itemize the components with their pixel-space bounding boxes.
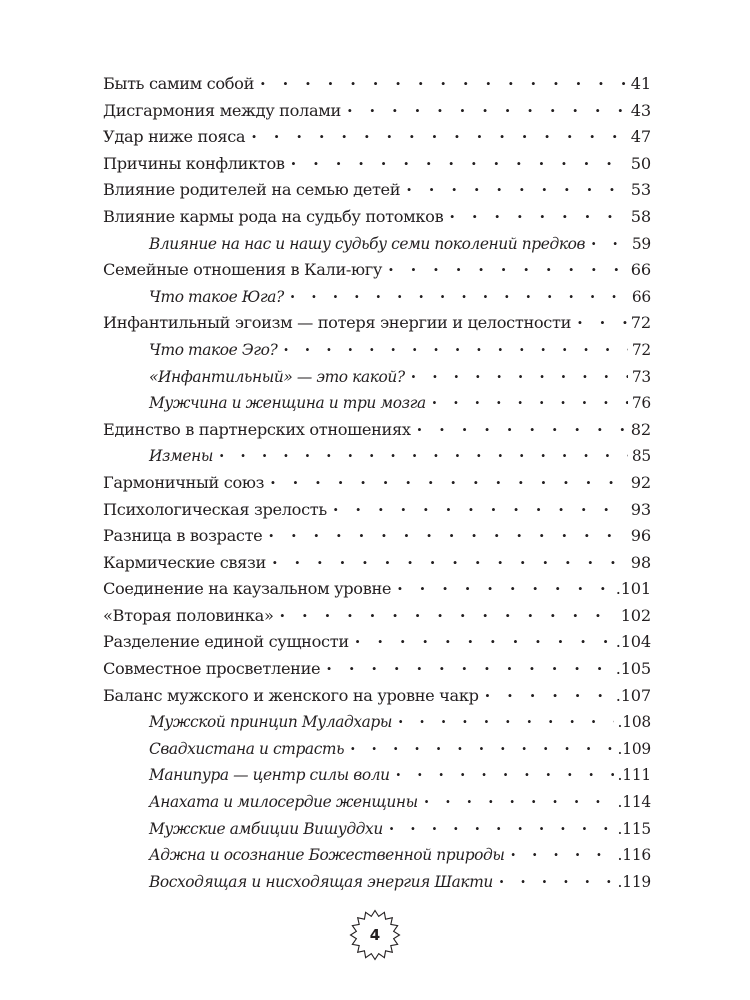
- toc-entry-title: Кармические связи: [103, 552, 266, 572]
- toc-entry[interactable]: [103, 71, 651, 98]
- toc-subentry[interactable]: [103, 789, 651, 816]
- toc-entry[interactable]: [103, 576, 651, 603]
- toc-entry-title: Инфантильный эгоизм — потеря энергии и целостности: [103, 313, 572, 333]
- dot-leader: [280, 603, 617, 630]
- toc-subentry[interactable]: [103, 231, 651, 258]
- dot-leader: [591, 231, 628, 258]
- toc-entry[interactable]: [103, 603, 651, 630]
- toc-subentry[interactable]: [103, 869, 651, 896]
- toc-entry-page: 53: [630, 180, 651, 200]
- toc-entry-page: 58: [630, 206, 651, 226]
- toc-entry[interactable]: [103, 550, 651, 577]
- toc-entry-page: .104: [615, 632, 651, 652]
- dot-leader: [268, 523, 626, 550]
- toc-subentry[interactable]: [103, 443, 651, 470]
- dot-leader: [355, 629, 612, 656]
- dot-leader: [272, 550, 627, 577]
- toc-entry-title: Аджна и осознание Божественной природы: [149, 846, 505, 865]
- toc-entry-page: 73: [631, 367, 651, 386]
- dot-leader: [347, 98, 627, 125]
- dot-leader: [260, 71, 627, 98]
- toc-entry[interactable]: [103, 497, 651, 524]
- page-number-badge: [349, 909, 401, 961]
- toc-entry-page: .105: [615, 659, 651, 679]
- toc-entry[interactable]: [103, 683, 651, 710]
- toc-subentry[interactable]: [103, 736, 651, 763]
- dot-leader: [270, 470, 627, 497]
- toc-entry-title: Баланс мужского и женского на уровне чакр: [103, 685, 479, 705]
- toc-entry-title: «Вторая половинка»: [103, 605, 274, 625]
- dot-leader: [283, 337, 627, 364]
- page-number: 4: [369, 926, 381, 944]
- toc-entry-page: 43: [630, 100, 651, 120]
- toc-entry-page: .115: [617, 819, 651, 838]
- dot-leader: [251, 124, 627, 151]
- dot-leader: [406, 177, 627, 204]
- toc-entry[interactable]: [103, 656, 651, 683]
- dot-leader: [333, 497, 627, 524]
- toc-entry-page: .107: [615, 685, 651, 705]
- toc-entry-title: Гармоничный союз: [103, 472, 265, 492]
- toc-entry[interactable]: [103, 629, 651, 656]
- toc-entry-page: 72: [630, 313, 651, 333]
- toc-entry-page: 47: [630, 127, 651, 147]
- toc-entry[interactable]: [103, 470, 651, 497]
- toc-entry-page: 72: [631, 340, 651, 359]
- dot-leader: [350, 736, 613, 763]
- toc-entry-page: 82: [630, 419, 651, 439]
- toc-entry-title: Мужской принцип Муладхары: [149, 713, 392, 732]
- toc-entry-page: 85: [631, 447, 651, 466]
- toc-entry[interactable]: [103, 523, 651, 550]
- toc-entry-title: Мужчина и женщина и три мозга: [149, 394, 426, 413]
- dot-leader: [432, 390, 628, 417]
- toc-entry-page: .116: [617, 846, 651, 865]
- toc-entry-title: Восходящая и нисходящая энергия Шакти: [149, 872, 493, 891]
- toc-entry-page: 98: [630, 552, 651, 572]
- dot-leader: [396, 762, 614, 789]
- toc-subentry[interactable]: [103, 390, 651, 417]
- toc-entry-title: Мужские амбиции Вишуддхи: [149, 819, 383, 838]
- toc-entry-page: 102: [620, 605, 651, 625]
- toc-entry-title: Что такое Эго?: [149, 340, 278, 359]
- toc-entry-title: Совместное просветление: [103, 659, 321, 679]
- toc-entry-title: Психологическая зрелость: [103, 499, 327, 519]
- toc-entry-title: Влияние родителей на семью детей: [103, 180, 401, 200]
- toc-entry[interactable]: [103, 124, 651, 151]
- toc-entry-page: 66: [631, 287, 651, 306]
- toc-entry-page: 59: [631, 234, 651, 253]
- toc-entry-title: Быть самим собой: [103, 74, 255, 93]
- toc-entry-page: .111: [617, 766, 651, 785]
- dot-leader: [389, 816, 614, 843]
- toc-entry-page: .114: [617, 793, 651, 812]
- toc-subentry[interactable]: [103, 842, 651, 869]
- table-of-contents: [103, 71, 651, 895]
- dot-leader: [424, 789, 614, 816]
- toc-entry[interactable]: [103, 204, 651, 231]
- toc-entry-title: Свадхистана и страсть: [149, 739, 345, 758]
- toc-entry-title: Единство в партнерских отношениях: [103, 419, 411, 439]
- toc-subentry[interactable]: [103, 762, 651, 789]
- dot-leader: [499, 869, 614, 896]
- toc-entry-title: Измены: [149, 447, 213, 466]
- toc-subentry[interactable]: [103, 364, 651, 391]
- toc-entry[interactable]: [103, 177, 651, 204]
- dot-leader: [398, 709, 614, 736]
- toc-entry-page: 96: [630, 526, 651, 546]
- toc-entry-title: Разделение единой сущности: [103, 632, 349, 652]
- toc-entry[interactable]: [103, 417, 651, 444]
- toc-entry[interactable]: [103, 98, 651, 125]
- toc-entry-page: .108: [617, 713, 651, 732]
- dot-leader: [397, 576, 612, 603]
- dot-leader: [449, 204, 626, 231]
- toc-entry-page: 50: [630, 153, 651, 173]
- dot-leader: [388, 257, 627, 284]
- toc-entry-title: Дисгармония между полами: [103, 100, 341, 120]
- toc-subentry[interactable]: [103, 284, 651, 311]
- toc-entry-title: Влияние кармы рода на судьбу потомков: [103, 206, 444, 226]
- toc-entry-title: Влияние на нас и нашу судьбу семи поколений предков: [149, 234, 586, 253]
- dot-leader: [577, 310, 627, 337]
- toc-entry-page: .101: [615, 579, 651, 599]
- toc-entry-title: Соединение на каузальном уровне: [103, 579, 392, 599]
- dot-leader: [511, 842, 614, 869]
- dot-leader: [411, 364, 628, 391]
- toc-entry-title: Разница в возрасте: [103, 526, 263, 546]
- dot-leader: [417, 417, 627, 444]
- toc-entry[interactable]: [103, 310, 651, 337]
- toc-entry-title: Причины конфликтов: [103, 153, 285, 173]
- dot-leader: [326, 656, 611, 683]
- dot-leader: [485, 683, 612, 710]
- dot-leader: [219, 443, 628, 470]
- toc-entry-title: Что такое Юга?: [149, 287, 284, 306]
- toc-subentry[interactable]: [103, 816, 651, 843]
- toc-subentry[interactable]: [103, 337, 651, 364]
- toc-entry-page: .109: [617, 739, 651, 758]
- toc-entry-title: Анахата и милосердие женщины: [149, 793, 418, 812]
- toc-subentry[interactable]: [103, 709, 651, 736]
- toc-entry-page: .119: [617, 872, 651, 891]
- toc-entry-page: 66: [630, 260, 651, 280]
- toc-entry-title: «Инфантильный» — это какой?: [149, 367, 405, 386]
- toc-entry[interactable]: [103, 257, 651, 284]
- dot-leader: [290, 284, 628, 311]
- toc-entry-page: 92: [630, 472, 651, 492]
- toc-entry-page: 76: [631, 394, 651, 413]
- toc-entry-page: 41: [630, 74, 651, 93]
- toc-entry-title: Манипура — центр силы воли: [149, 766, 390, 785]
- toc-entry-title: Удар ниже пояса: [103, 127, 246, 147]
- toc-entry-page: 93: [630, 499, 651, 519]
- toc-entry-title: Семейные отношения в Кали-югу: [103, 260, 383, 280]
- toc-entry[interactable]: [103, 151, 651, 178]
- dot-leader: [291, 151, 627, 178]
